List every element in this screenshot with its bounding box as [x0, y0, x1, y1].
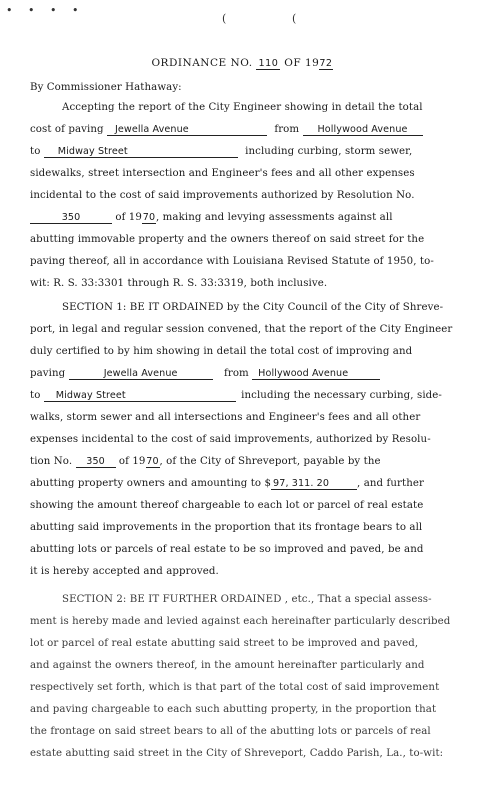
para1-line5: incidental to the cost of said improvements authorized by Resolution No.: [30, 190, 415, 201]
section2-line4: and against the owners thereof, in the amount hereinafter particularly and: [30, 660, 425, 671]
para1-line4: sidewalks, street intersection and Engineer's fees and all other expenses: [30, 168, 415, 179]
para1-line3: to Midway Street including curbing, storm sewer,: [30, 146, 413, 157]
title-of: OF 19: [284, 57, 320, 69]
resolution-year: 70: [142, 212, 156, 223]
section1-from: Hollywood Avenue: [252, 368, 380, 380]
para1-line8: paving thereof, all in accordance with Louisiana Revised Statute of 1950, to-: [30, 256, 434, 267]
section1-line5: to Midway Street including the necessary curbing, side-: [30, 390, 442, 401]
para1-line2: cost of paving Jewella Avenue from Hollywood Avenue: [30, 124, 484, 136]
paving-from: Hollywood Avenue: [303, 124, 423, 136]
ordinance-number: 110: [256, 58, 280, 70]
para1-line9: wit: R. S. 33:3301 through R. S. 33:3319, both inclusive.: [30, 278, 328, 289]
section1-line8: tion No. 350 of 1970, of the City of Shreveport, payable by the: [30, 456, 381, 467]
paving-street: Jewella Avenue: [107, 124, 267, 136]
section1-line4: paving Jewella Avenue from Hollywood Avenue: [30, 368, 484, 380]
para1-line1: Accepting the report of the City Engineer showing in detail the total: [62, 102, 423, 113]
resolution-number: 350: [30, 212, 112, 224]
section2-line5: respectively set forth, which is that part of the total cost of said improvement: [30, 682, 440, 693]
section1-street: Jewella Avenue: [69, 368, 213, 380]
section1-line11: abutting said improvements in the proportion that its frontage bears to all: [30, 522, 423, 533]
para1-line6: 350 of 1970, making and levying assessments against all: [30, 212, 484, 224]
byline: By Commissioner Hathaway:: [30, 82, 182, 93]
section1-resolution-number: 350: [76, 456, 116, 468]
section2-line8: estate abutting said street in the City of Shreveport, Caddo Parish, La., to-wit:: [30, 748, 444, 759]
scan-paren-mark-right: (: [292, 12, 297, 25]
assessment-amount: 97, 311. 20: [271, 478, 357, 490]
ordinance-year: 72: [319, 58, 333, 69]
section1-line1: SECTION 1: BE IT ORDAINED by the City Council of the City of Shreve-: [62, 302, 444, 313]
section2-line6: and paving chargeable to each such abutting property, in the proportion that: [30, 704, 437, 715]
section2-line1: SECTION 2: BE IT FURTHER ORDAINED , etc., That a special assess-: [62, 594, 432, 605]
section1-line9: abutting property owners and amounting to $ 97, 311. 20 , and further: [30, 478, 424, 489]
section1-resolution-year: 70: [146, 456, 159, 467]
para1-line7: abutting immovable property and the owners thereof on said street for the: [30, 234, 425, 245]
section1-line2: port, in legal and regular session convened, that the report of the City Engineer: [30, 324, 453, 335]
section1-line12: abutting lots or parcels of real estate to be so improved and paved, be and: [30, 544, 424, 555]
section2-line2: ment is hereby made and levied against each hereinafter particularly described: [30, 616, 451, 627]
section1-line13: it is hereby accepted and approved.: [30, 566, 219, 577]
section1-line3: duly certified to by him showing in detail the total cost of improving and: [30, 346, 413, 357]
section1-line6: walks, storm sewer and all intersections and Engineer's fees and all other: [30, 412, 421, 423]
title-prefix: ORDINANCE NO.: [151, 57, 253, 69]
section1-to: Midway Street: [44, 390, 236, 402]
scan-paren-mark-left: (: [222, 12, 227, 25]
scan-speck-marks: • • • •: [6, 4, 85, 17]
ordinance-title: [0, 57, 484, 70]
section2-line7: the frontage on said street bears to all of the abutting lots or parcels of real: [30, 726, 431, 737]
section1-line10: showing the amount thereof chargeable to each lot or parcel of real estate: [30, 500, 424, 511]
section2-line3: lot or parcel of real estate abutting said street to be improved and paved,: [30, 638, 419, 649]
section1-line7: expenses incidental to the cost of said improvements, authorized by Resolu-: [30, 434, 431, 445]
paving-to: Midway Street: [44, 146, 238, 158]
